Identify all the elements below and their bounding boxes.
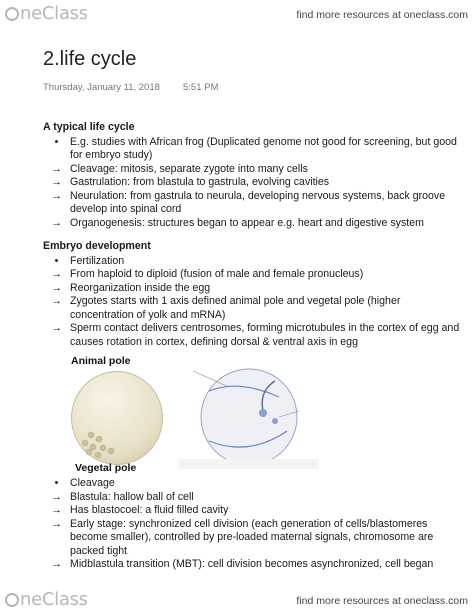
bullet-icon: •: [54, 135, 59, 148]
list-item: [43, 136, 463, 163]
list-item: [43, 190, 463, 217]
note-date: Thursday, January 11, 2018: [43, 82, 160, 93]
list-item-text: Midblastula transition (MBT): cell division becomes asynchronized, cell began: [70, 558, 434, 570]
oneclass-logo[interactable]: [5, 3, 88, 24]
arrow-icon: →: [51, 162, 62, 175]
list-item: [43, 518, 463, 559]
header-bar: [0, 0, 474, 28]
list-item: [43, 295, 463, 322]
oneclass-logo-footer[interactable]: [5, 589, 88, 610]
arrow-icon: →: [51, 558, 62, 570]
arrow-icon: →: [51, 295, 62, 307]
vegetal-pole-label: Vegetal pole: [75, 462, 137, 474]
section-heading: Embryo development: [43, 240, 151, 252]
egg-polarity-figure: [67, 355, 327, 475]
list-item: [43, 322, 463, 349]
find-more-link-footer[interactable]: find more resources at oneclass.com: [296, 595, 468, 607]
list-item-text: Blastula: hallow ball of cell: [70, 490, 194, 503]
list-item-text: Cleavage: [70, 477, 115, 489]
list-item-text: Early stage: synchronized cell division (each generation of cells/blastomeres become smaller), controlled by pre-loaded maternal signals, chromosome are packed tight: [70, 517, 434, 557]
list-item: [43, 282, 463, 296]
logo-circle-icon: [5, 7, 19, 21]
list-item: [43, 255, 463, 269]
arrow-icon: →: [51, 517, 62, 530]
list-item: [43, 504, 463, 518]
list-item: [43, 217, 463, 231]
list-item-text: Sperm contact delivers centrosomes, forming microtubules in the cortex of egg and causes rotation in cortex, defining dorsal & ventral axis in egg: [70, 322, 460, 348]
cortical-rotation-diagram: [179, 361, 319, 469]
arrow-icon: →: [51, 189, 62, 202]
list-item-text: Organogenesis: structures began to appear e.g. heart and digestive system: [70, 216, 424, 229]
logo-circle-icon: [5, 593, 19, 607]
page-title: 2.life cycle: [43, 48, 137, 70]
arrow-icon: →: [51, 322, 62, 334]
list-item-text: Reorganization inside the egg: [70, 281, 211, 294]
list-item: [43, 491, 463, 505]
arrow-icon: →: [51, 490, 62, 503]
list-item-text: Cleavage: mitosis, separate zygote into many cells: [70, 162, 308, 175]
yolk-cells-illustration: [71, 421, 161, 463]
list-item-text: Gastrulation: from blastula to gastrula, evolving cavities: [70, 176, 330, 188]
list-item-text: E.g. studies with African frog (Duplicated genome not good for screening, but good for embryo study): [70, 135, 457, 161]
note-time: 5:51 PM: [183, 82, 219, 93]
bullet-icon: •: [54, 477, 59, 489]
list-item-text: Neurulation: from gastrula to neurula, developing nervous systems, back groove develop into spinal cord: [70, 189, 446, 215]
arrow-icon: →: [51, 504, 62, 516]
arrow-icon: →: [51, 281, 62, 294]
list-item-text: Zygotes starts with 1 axis defined animal pole and vegetal pole (higher concentration of yolk and mRNA): [70, 295, 401, 321]
arrow-icon: →: [51, 216, 62, 229]
list-item: [43, 558, 463, 572]
arrow-icon: →: [51, 176, 62, 188]
list-item: [43, 477, 463, 491]
bullet-icon: •: [54, 254, 59, 267]
list-item: [43, 268, 463, 282]
arrow-icon: →: [51, 268, 62, 280]
logo-text: neClass: [20, 589, 88, 610]
section-heading: A typical life cycle: [43, 121, 135, 133]
animal-pole-label: Animal pole: [71, 355, 131, 367]
list-item-text: From haploid to diploid (fusion of male and female pronucleus): [70, 268, 364, 280]
note-body: [43, 121, 463, 572]
footer-bar: [0, 585, 474, 613]
logo-text: neClass: [20, 3, 88, 24]
list-item-text: Fertilization: [70, 254, 125, 267]
list-item: [43, 176, 463, 190]
find-more-link[interactable]: find more resources at oneclass.com: [296, 9, 468, 21]
list-item-text: Has blastocoel: a fluid filled cavity: [70, 504, 229, 516]
list-item: [43, 163, 463, 177]
